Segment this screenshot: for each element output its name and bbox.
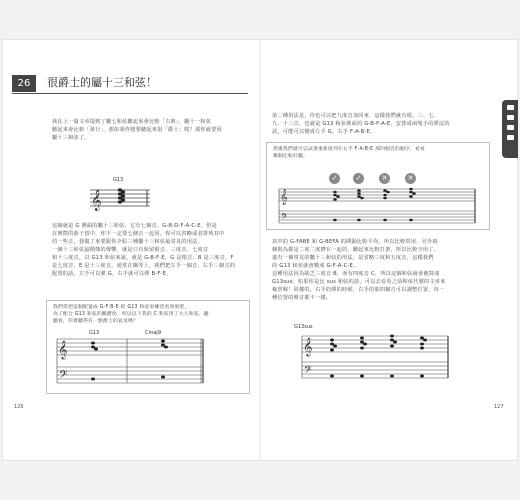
body-line: 一個十三和弦最精簡的聲響，就是只有保留根音、三度音、七度音 [52, 247, 209, 253]
check-icon: ✓ [353, 173, 364, 184]
body-line: 這個就是 G 開頭的屬十三和弦，它有七個音，G-B-D-F-A-C-E，但是 [52, 223, 217, 229]
body-line: 配置的話，左手可以彈 G，右手就可以彈 B-F-E。 [52, 271, 172, 277]
svg-text:𝄞: 𝄞 [303, 337, 313, 356]
svg-text:𝄞: 𝄞 [58, 340, 68, 359]
cross-icon: ✕ [379, 173, 390, 184]
body-line: 的一些音，我做了來要跟你介紹三種屬十三和弦最常見的用法。 [52, 239, 203, 245]
chord-symbol: G13 [113, 177, 124, 183]
page-number: 127 [494, 404, 504, 410]
svg-text:𝄢: 𝄢 [304, 364, 312, 378]
chord-symbol: Cmaj9 [145, 330, 161, 336]
check-icon: ✓ [329, 173, 340, 184]
chapter-tab-char [507, 135, 514, 140]
body-line: 九、十三音，也就是 G13 和弦裡面的 G-B-F-A-E，安排成兩隻手的彈法的 [272, 121, 450, 127]
body-line: 種位置的聲音都不一樣。 [272, 295, 332, 301]
g13-staff-notation [90, 184, 150, 224]
chord-symbol: G13sus [294, 324, 313, 330]
g13sus-staff-notation [300, 334, 450, 384]
book-gutter [259, 40, 261, 460]
body-line: 在實際的曲子當中，你不一定要七個音一起用，你可以省略或者排列其中 [52, 231, 225, 237]
body-line: G13sus，如果你是比 sus 和弦的話，可以去看看之前和弦代號的文章來 [272, 279, 446, 285]
section-number: 26 [12, 75, 36, 92]
body-line: 個則為都是二度二度擠在一起的，聽起來比較打架，所以比較少用了。 [272, 247, 440, 253]
intro-line: 屬十三和弦了。 [52, 135, 90, 141]
box-line: 然後我們就可以試著重新排列在右手 F-A-B-E 那四個音的順序，看看 [273, 147, 425, 152]
body-line: 話，可能可以變成左手 G，右手 F-A-B-E。 [272, 129, 376, 135]
chord-symbol: G13 [89, 330, 100, 336]
intro-line: 我在上一篇文章提到了屬七和弦聽起來會比較「古典」，屬十一和弦 [52, 119, 212, 125]
intro-line: 聽起來會比較「黃行」，那如果你想要聽起來很「爵士」呢？那你就要用 [52, 127, 222, 133]
box-line: 為了配合 G13 和弦的關鍵度，所以以下我的 C 和弦用了大九和弦，聽 [53, 312, 209, 317]
chapter-tab-char [507, 115, 514, 120]
body-line: 這種用法因為缺乏三度音 B，而有四度音 C，所以這個和弦就會被寫成 [272, 271, 440, 277]
body-paragraph [272, 238, 490, 302]
box-line: 哪個比較好聽。 [273, 154, 308, 159]
chapter-tab-char [507, 105, 514, 110]
example-box [46, 300, 250, 394]
body-paragraph [272, 112, 490, 136]
voicing-staff-notation [277, 187, 477, 227]
body-line: 和十三度音，以 G13 和弦來說，就是 G-B-F-E，G 是根音，B 是三度音，F [52, 255, 234, 261]
body-line: 其中的 G-FABE 和 G-BEFA 的間隔比較平均，所以比較常用，另外兩 [272, 239, 438, 245]
body-line: 還有一個常見的屬十三和弦的用法，是省略三度和五度音，這樣我們 [272, 255, 434, 261]
body-line: 的 G13 和弦就會變成 G-F-A-C-E。 [272, 263, 359, 269]
chapter-tab-char [507, 125, 514, 130]
example-box [266, 142, 490, 230]
intro-paragraph [52, 118, 248, 142]
page-number: 126 [14, 404, 24, 410]
box-line: 我們常把這個配置成 G-F-B-E 的 G13 和弦來練習看效果吧。 [53, 305, 190, 310]
cross-icon: ✕ [405, 173, 416, 184]
title-divider [12, 93, 248, 94]
grand-staff-notation [55, 337, 205, 389]
box-line: 聽看，你會聽得有一點爵士的氣氛嗎？ [53, 319, 138, 324]
body-line: 複習喔！同樣的，右手的彈的時候，右手的那四個音可以調整位置，每一 [272, 287, 445, 293]
body-paragraph [52, 222, 248, 278]
svg-text:𝄢: 𝄢 [59, 369, 68, 384]
svg-text:𝄞: 𝄞 [280, 190, 288, 205]
body-line: 是七度音，E 是十三度音。通常在鋼琴上，我們把左手一個音，右手三個音的 [52, 263, 236, 269]
svg-text:𝄢: 𝄢 [281, 213, 288, 224]
chapter-tab [502, 100, 518, 158]
body-line: 第二種用法是，你也可以把九度音加回來，這樣我們就有根、三、七、 [272, 113, 440, 119]
svg-text:𝄞: 𝄞 [91, 190, 102, 211]
page-title: 很爵士的屬十三和弦！ [47, 76, 157, 89]
